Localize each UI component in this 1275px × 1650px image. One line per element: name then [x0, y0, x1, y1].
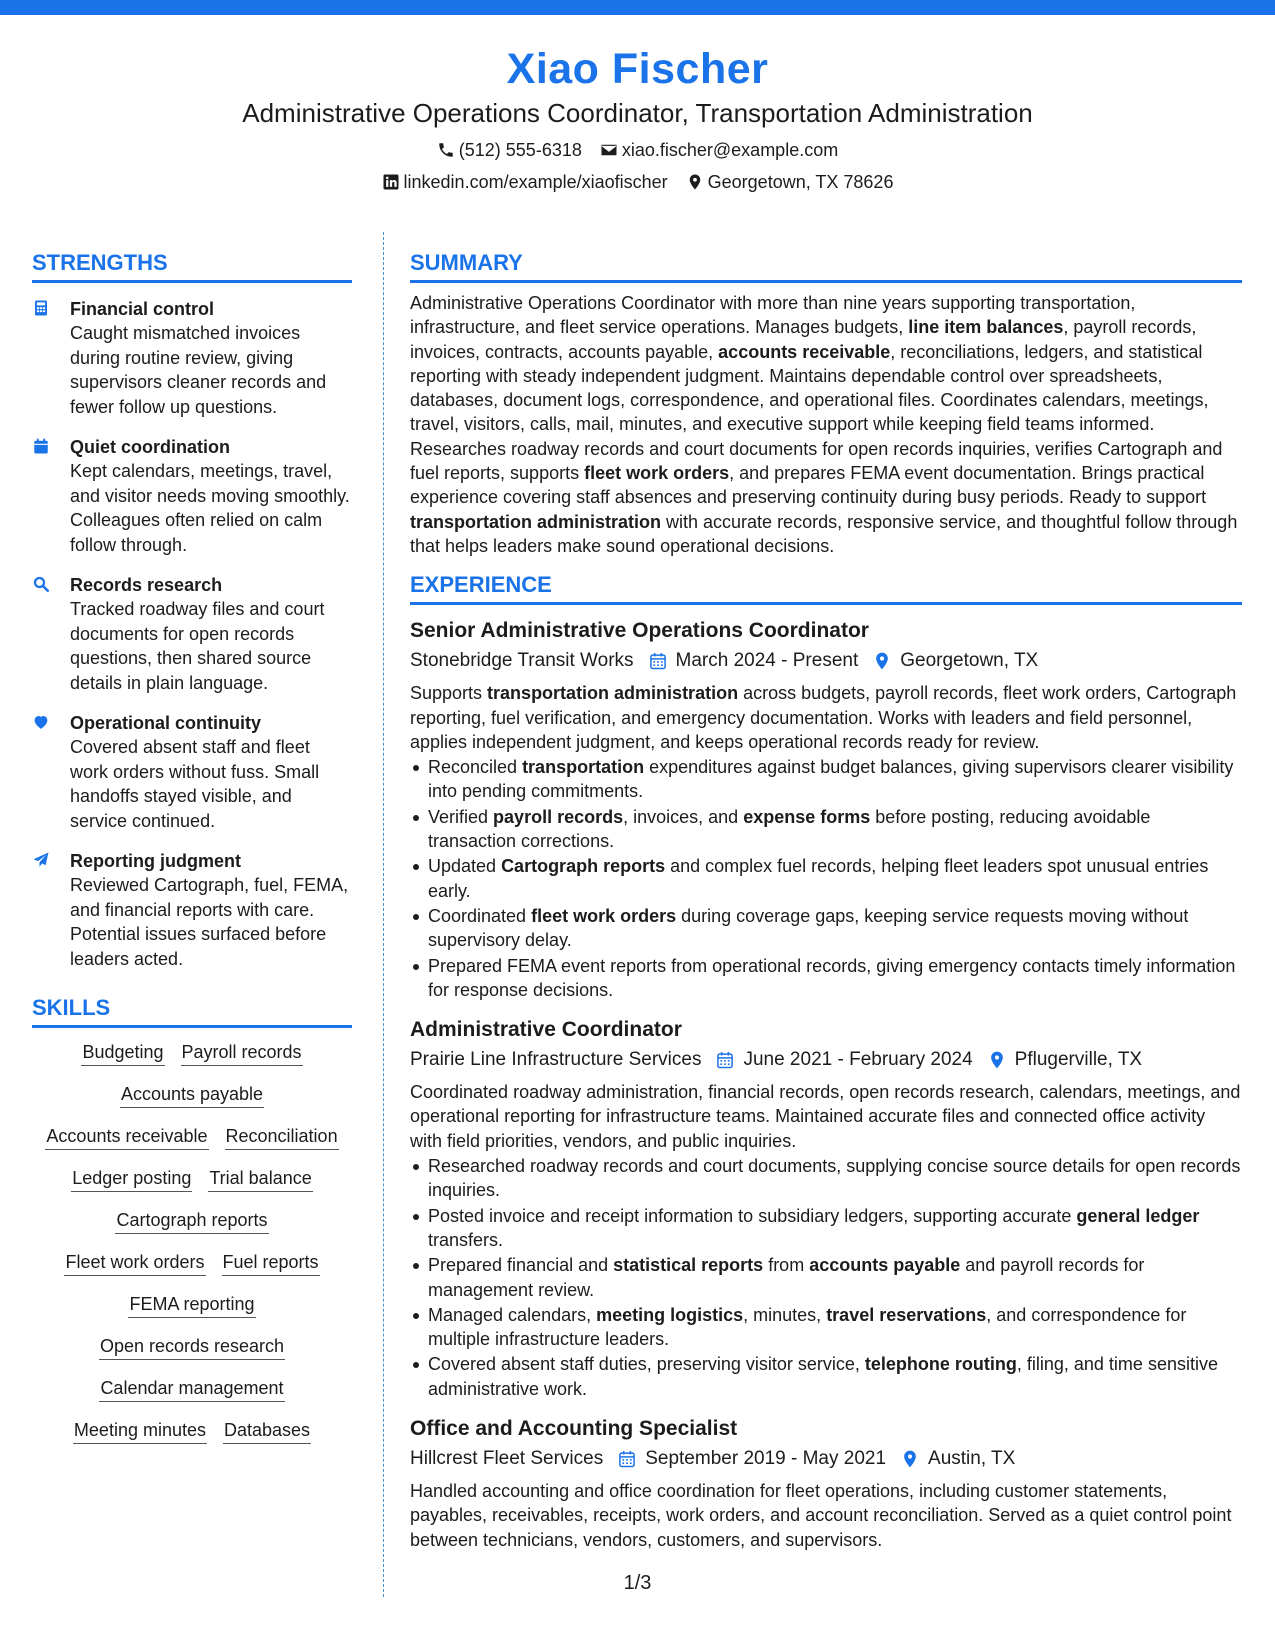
emphasis-text: general ledger — [1076, 1205, 1200, 1226]
emphasis-text: transportation administration — [487, 683, 739, 704]
text-run: Administrative Operations Coordinator with more than nine years supporting transportation, infrastructure, and fleet service operations. Manages budgets, — [410, 293, 1136, 338]
strengths-list — [32, 297, 352, 971]
candidate-name: Xiao Fischer — [506, 45, 769, 93]
strength-name: Financial control — [70, 299, 215, 319]
skill-tag: Cartograph reports — [115, 1208, 268, 1234]
text-run: , filing, and time sensitive administrative work. — [428, 1354, 1218, 1399]
job-bullet — [410, 1154, 1242, 1203]
text-run: with accurate records, responsive service, and thoughtful follow through that helps leaders make sound operational decisions. — [410, 511, 1238, 556]
text-run: across budgets, payroll records, fleet work orders, Cartograph reporting, fuel verification, and emergency documentation. Works with leaders and field personnel, applies independent judgment, and keeps operational records ready for review. — [410, 683, 1237, 752]
summary-text — [410, 291, 1242, 558]
skill-tag: Budgeting — [81, 1040, 164, 1066]
calendar-icon — [617, 1449, 637, 1469]
job-meta — [410, 647, 1242, 675]
job-dates: June 2021 - February 2024 — [743, 1049, 973, 1071]
linkedin-contact[interactable] — [382, 170, 668, 194]
text-run: Coordinated roadway administration, financial records, open records research, calendars, meetings, and operational reporting for infrastructure teams. Maintained accurate files and connected office activity with field priorities, vendors, and public inquiries. — [410, 1082, 1241, 1151]
candidate-title: Administrative Operations Coordinator, Transportation Administration — [242, 98, 1033, 128]
job-bullet — [410, 755, 1242, 804]
phone-text: (512) 555-6318 — [458, 140, 582, 160]
job-bullets — [410, 1154, 1242, 1401]
linkedin-text: linkedin.com/example/xiaofischer — [403, 172, 668, 192]
skill-tag: Accounts receivable — [45, 1124, 208, 1150]
job-bullets — [410, 755, 1242, 1002]
skill-tag: Databases — [223, 1418, 311, 1444]
job-meta — [410, 1445, 1242, 1473]
job-meta — [410, 1046, 1242, 1074]
top-accent-bar — [0, 0, 1275, 15]
job-role: Administrative Coordinator — [410, 1018, 682, 1042]
emphasis-text: statistical reports — [613, 1255, 764, 1276]
emphasis-text: accounts payable — [809, 1255, 961, 1276]
text-run: transfers. — [428, 1229, 504, 1250]
map-pin-icon — [686, 173, 704, 191]
job-entry — [410, 617, 1242, 1002]
strength-body — [70, 435, 352, 557]
strength-body — [70, 711, 352, 833]
job-bullet — [410, 1253, 1242, 1302]
job-bullet — [410, 1352, 1242, 1401]
strength-name: Records research — [70, 575, 223, 595]
paper-plane-icon — [32, 849, 70, 971]
column-divider — [383, 232, 384, 1597]
strength-item — [32, 711, 352, 833]
text-run: , reconciliations, ledgers, and statistical reporting with steady independent judgment. Maintains dependable control over spreadsheets, databases, document logs, correspondence, and operational files. Coordinates calendars, meetings, travel, visitors, calls, mail, minutes, and executive support while keeping field teams informed. Researches roadway records and court documents for open records inquiries, verifies Cartograph and fuel reports, supports — [410, 341, 1223, 484]
skill-row — [32, 1334, 352, 1360]
job-bullet — [410, 954, 1242, 1003]
strength-item — [32, 573, 352, 695]
strength-item — [32, 297, 352, 419]
skill-tag: Calendar management — [99, 1376, 284, 1402]
text-run: Managed calendars, — [428, 1304, 597, 1325]
phone-contact[interactable] — [437, 138, 582, 162]
page-number: 1/3 — [623, 1572, 652, 1594]
location-contact — [686, 170, 894, 194]
job-bullet — [410, 854, 1242, 903]
text-run: , payroll records, invoices, contracts, accounts payable, — [410, 317, 1197, 362]
contact-row-2 — [0, 170, 1275, 194]
contact-row-1 — [0, 138, 1275, 162]
text-run: Posted invoice and receipt information to subsidiary ledgers, supporting accurate — [428, 1205, 1077, 1226]
text-run: and payroll records for management review. — [428, 1255, 1145, 1300]
text-run: Prepared financial and — [428, 1255, 614, 1276]
strength-name: Reporting judgment — [70, 851, 241, 871]
job-company: Hillcrest Fleet Services — [410, 1447, 604, 1469]
text-run: Coordinated — [428, 905, 532, 926]
emphasis-text: travel reservations — [826, 1304, 987, 1325]
strength-body — [70, 297, 352, 419]
linkedin-icon — [382, 173, 400, 191]
skills-heading: SKILLS — [32, 993, 352, 1028]
skill-tag: Trial balance — [208, 1166, 312, 1192]
job-company: Stonebridge Transit Works — [410, 650, 634, 672]
calendar-icon — [32, 435, 70, 557]
text-run: Handled accounting and office coordination for fleet operations, including customer statements, payables, receivables, receipts, work orders, and account reconciliation. Served as a quiet control point between technicians, vendors, customers, and supervisors. — [410, 1480, 1232, 1550]
text-run: , minutes, — [743, 1304, 827, 1325]
calculator-icon — [32, 297, 70, 419]
experience-heading: EXPERIENCE — [410, 570, 1242, 605]
emphasis-text: Cartograph reports — [501, 856, 666, 877]
job-company: Prairie Line Infrastructure Services — [410, 1049, 702, 1071]
text-run: Prepared FEMA event reports from operational records, giving emergency contacts timely information for response decisions. — [428, 955, 1236, 1000]
strength-description: Covered absent staff and fleet work orders without fuss. Small handoffs stayed visible, and service continued. — [70, 737, 320, 831]
summary-heading: SUMMARY — [410, 248, 1242, 283]
phone-icon — [437, 141, 455, 159]
job-bullet — [410, 1303, 1242, 1352]
text-run: Supports — [410, 683, 488, 704]
strength-name: Quiet coordination — [70, 437, 230, 457]
job-dates: September 2019 - May 2021 — [645, 1447, 887, 1469]
emphasis-text: line item balances — [908, 317, 1064, 338]
calendar-icon — [715, 1050, 735, 1070]
strength-name: Operational continuity — [70, 713, 262, 733]
job-description — [410, 1080, 1242, 1153]
skill-row — [32, 1124, 352, 1150]
skill-row — [32, 1292, 352, 1318]
skill-tag: Payroll records — [181, 1040, 303, 1066]
text-run: , invoices, and — [623, 806, 744, 827]
job-bullet — [410, 904, 1242, 953]
jobs-list — [410, 617, 1242, 1552]
skill-row — [32, 1250, 352, 1276]
emphasis-text: accounts receivable — [718, 341, 891, 362]
envelope-icon — [600, 141, 618, 159]
strength-description: Reviewed Cartograph, fuel, FEMA, and financial reports with care. Potential issues surfaced before leaders acted. — [70, 875, 349, 969]
text-run: Covered absent staff duties, preserving visitor service, — [428, 1354, 865, 1375]
emphasis-text: payroll records — [493, 806, 624, 827]
heart-icon — [32, 711, 70, 833]
strength-description: Tracked roadway files and court documents for open records questions, then shared source details in plain language. — [70, 599, 325, 693]
job-bullet — [410, 805, 1242, 854]
job-role: Senior Administrative Operations Coordinator — [410, 619, 869, 643]
text-run: Reconciled — [428, 757, 523, 778]
emphasis-text: telephone routing — [864, 1354, 1017, 1375]
strength-description: Kept calendars, meetings, travel, and visitor needs moving smoothly. Colleagues often relied on calm follow through. — [70, 461, 350, 555]
email-text: xiao.fischer@example.com — [621, 140, 839, 160]
map-pin-icon — [987, 1050, 1007, 1070]
job-location: Austin, TX — [928, 1447, 1016, 1469]
map-pin-icon — [900, 1449, 920, 1469]
right-column — [410, 248, 1242, 1552]
email-contact[interactable] — [600, 138, 838, 162]
emphasis-text: expense forms — [743, 806, 871, 827]
job-dates: March 2024 - Present — [675, 650, 859, 672]
skill-tag: Fuel reports — [222, 1250, 320, 1276]
text-run: Researched roadway records and court documents, supplying concise source details for open records inquiries. — [428, 1156, 1241, 1201]
skill-tag: Open records research — [99, 1334, 285, 1360]
job-location: Georgetown, TX — [900, 650, 1039, 672]
text-run: and complex fuel records, helping fleet leaders spot unusual entries early. — [428, 856, 1209, 901]
skill-tag: Accounts payable — [120, 1082, 264, 1108]
skills-list — [32, 1040, 352, 1444]
skill-tag: Fleet work orders — [64, 1250, 205, 1276]
emphasis-text: transportation administration — [410, 511, 662, 532]
skill-row — [32, 1208, 352, 1234]
job-description — [410, 681, 1242, 754]
skill-tag: FEMA reporting — [128, 1292, 255, 1318]
strength-description: Caught mismatched invoices during routine review, giving supervisors cleaner records and fewer follow up questions. — [70, 323, 327, 417]
resume-header — [0, 42, 1275, 194]
strength-body — [70, 573, 352, 695]
job-entry — [410, 1415, 1242, 1552]
emphasis-text: transportation — [522, 757, 645, 778]
location-text: Georgetown, TX 78626 — [707, 172, 894, 192]
job-bullet — [410, 1204, 1242, 1253]
job-description — [410, 1479, 1242, 1552]
text-run: during coverage gaps, keeping service requests moving without supervisory delay. — [428, 905, 1189, 951]
skill-row — [32, 1166, 352, 1192]
text-run: before posting, reducing avoidable transaction corrections. — [428, 806, 1151, 852]
emphasis-text: fleet work orders — [531, 905, 677, 926]
calendar-icon — [648, 651, 668, 671]
strengths-heading: STRENGTHS — [32, 248, 352, 283]
strength-item — [32, 435, 352, 557]
skill-row — [32, 1376, 352, 1402]
left-column — [32, 248, 352, 1444]
skill-tag: Reconciliation — [225, 1124, 339, 1150]
search-icon — [32, 573, 70, 695]
text-run: Verified — [428, 806, 494, 827]
skill-row — [32, 1040, 352, 1066]
job-role: Office and Accounting Specialist — [410, 1416, 738, 1440]
skill-tag: Ledger posting — [71, 1166, 192, 1192]
skill-row — [32, 1418, 352, 1444]
text-run: from — [763, 1255, 810, 1276]
job-location: Pflugerville, TX — [1014, 1049, 1143, 1071]
text-run: , and prepares FEMA event documentation. Brings practical experience covering staff absences and preserving continuity during busy periods. Ready to support — [410, 463, 1207, 508]
emphasis-text: fleet work orders — [584, 463, 730, 484]
emphasis-text: meeting logistics — [596, 1304, 744, 1325]
strength-item — [32, 849, 352, 971]
text-run: , and correspondence for multiple infrastructure leaders. — [428, 1304, 1187, 1350]
skill-row — [32, 1082, 352, 1108]
skill-tag: Meeting minutes — [73, 1418, 207, 1444]
map-pin-icon — [872, 651, 892, 671]
job-entry — [410, 1016, 1242, 1401]
text-run: expenditures against budget balances, giving supervisors clearer visibility into pending commitments. — [428, 757, 1234, 802]
strength-body — [70, 849, 352, 971]
text-run: Updated — [428, 856, 502, 877]
